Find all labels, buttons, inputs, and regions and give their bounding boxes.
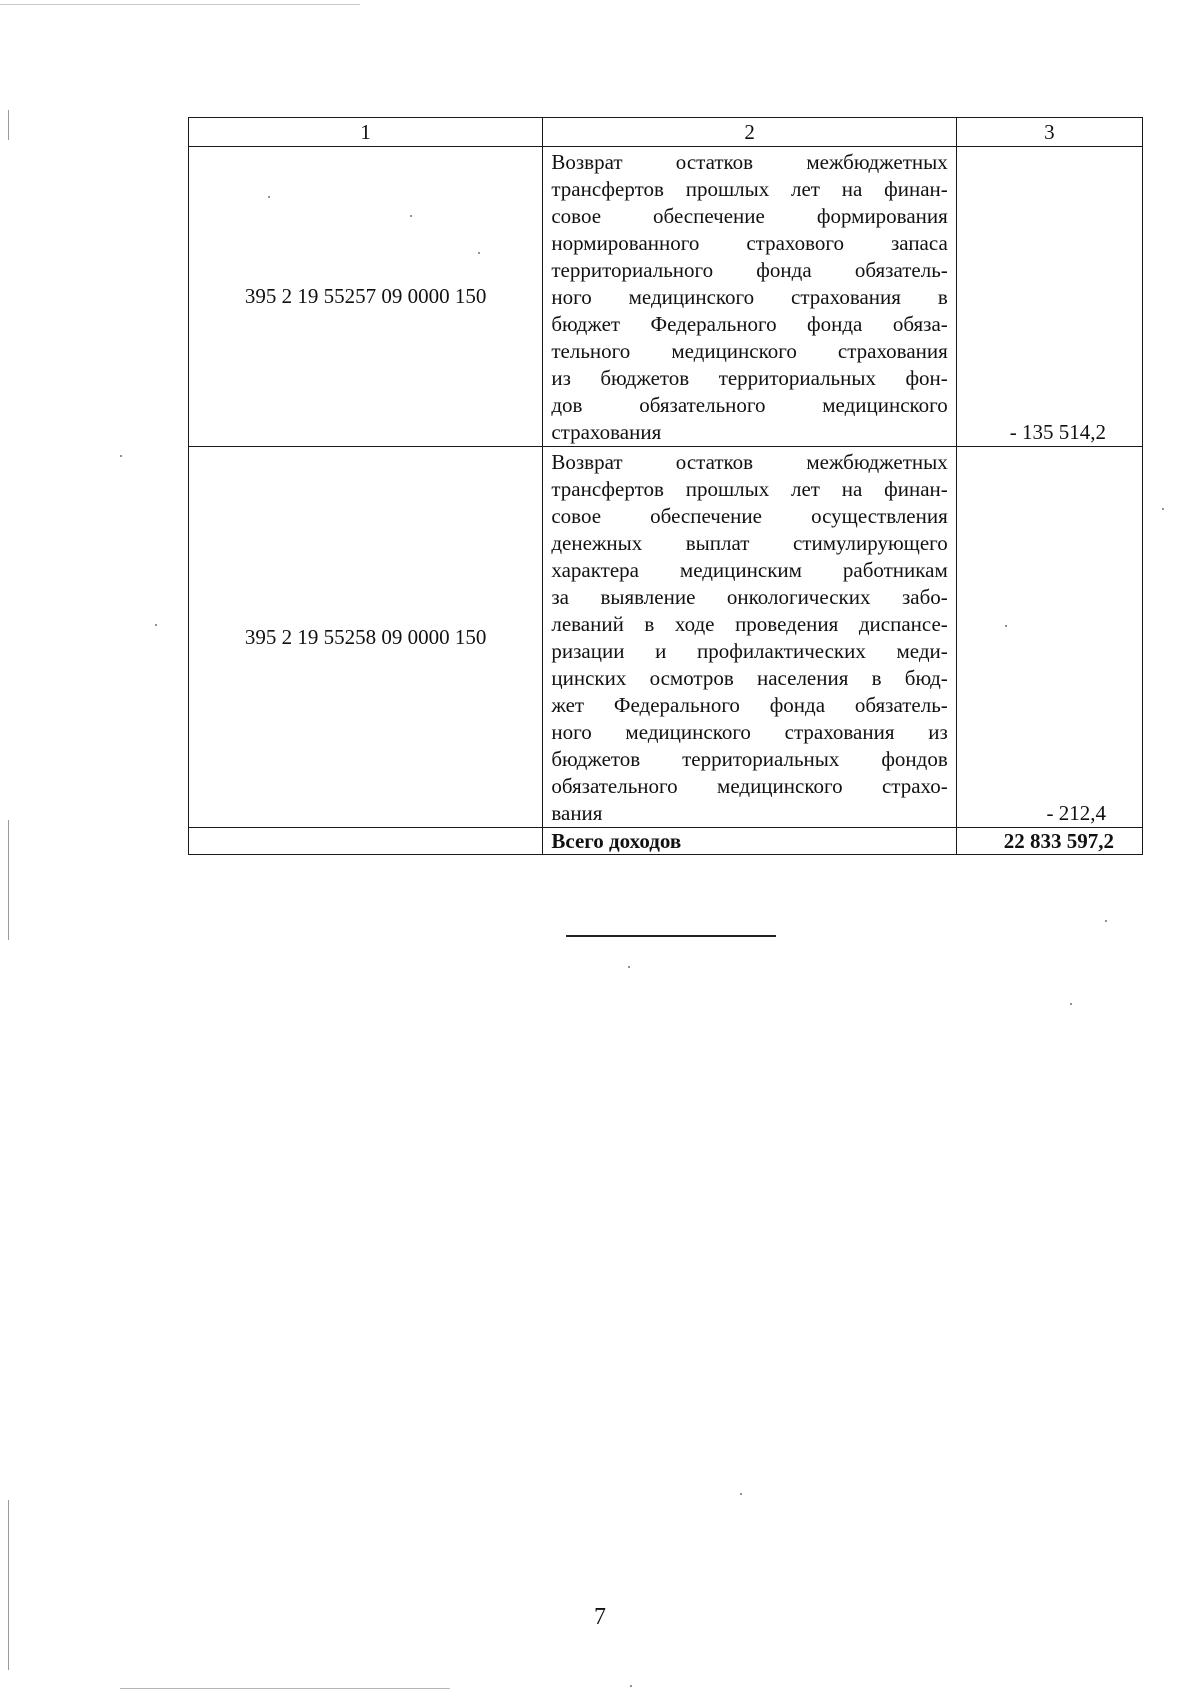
description-lines — [551, 449, 947, 827]
description-line: трансфертов прошлых лет на финан- — [551, 477, 948, 501]
scan-speck — [628, 966, 630, 968]
description-line: трансфертов прошлых лет на финан- — [551, 177, 948, 201]
description-line: за выявление онкологических забо- — [551, 585, 948, 609]
description-line: цинских осмотров населения в бюд- — [551, 666, 948, 690]
description-line: Возврат остатков межбюджетных — [551, 150, 948, 174]
description-line: ного медицинского страхования из — [551, 720, 948, 744]
description-line: из бюджетов территориальных фон- — [551, 366, 948, 390]
total-empty-cell — [189, 828, 543, 855]
scan-edge-left-top — [8, 110, 9, 140]
row-description — [543, 447, 956, 828]
table-total-row — [189, 828, 1143, 855]
row-amount: - 212,4 — [956, 447, 1142, 828]
description-line: леваний в ходе проведения диспансе- — [551, 612, 948, 636]
description-line: тельного медицинского страхования — [551, 339, 948, 363]
scan-speck — [268, 196, 270, 198]
column-number-2: 2 — [543, 118, 956, 147]
budget-revenue-table — [188, 117, 1143, 855]
description-line: совое обеспечение формирования — [551, 204, 948, 228]
scan-speck — [120, 455, 122, 457]
description-line: страхования — [551, 420, 662, 444]
scan-speck — [155, 624, 157, 626]
description-line: характера медицинским работникам — [551, 558, 948, 582]
end-of-table-rule — [566, 935, 776, 937]
row-amount: - 135 514,2 — [956, 147, 1142, 447]
scan-speck — [1105, 920, 1107, 922]
scan-speck — [630, 1685, 632, 1687]
budget-code: 395 2 19 55258 09 0000 150 — [189, 447, 543, 828]
scan-speck — [740, 1493, 742, 1495]
scan-speck — [1005, 625, 1007, 627]
table-row — [189, 447, 1143, 828]
description-line: вания — [551, 801, 603, 825]
total-amount: 22 833 597,2 — [956, 828, 1142, 855]
description-line: жет Федерального фонда обязатель- — [551, 693, 948, 717]
total-label: Всего доходов — [543, 828, 956, 855]
row-description — [543, 147, 956, 447]
page-number: 7 — [594, 1604, 606, 1630]
description-line: ного медицинского страхования в — [551, 285, 948, 309]
budget-code: 395 2 19 55257 09 0000 150 — [189, 147, 543, 447]
column-number-1: 1 — [189, 118, 543, 147]
table-row — [189, 147, 1143, 447]
description-line: бюджетов территориальных фондов — [551, 747, 948, 771]
description-line: совое обеспечение осуществления — [551, 504, 948, 528]
scan-edge-left-bottom — [8, 1500, 9, 1670]
scan-speck — [1162, 508, 1164, 510]
scan-speck — [410, 215, 412, 217]
description-lines — [551, 149, 947, 446]
description-line: территориального фонда обязатель- — [551, 258, 948, 282]
table-header-row — [189, 118, 1143, 147]
description-line: Возврат остатков межбюджетных — [551, 450, 948, 474]
scan-edge-bottom — [120, 1688, 450, 1689]
description-line: бюджет Федерального фонда обяза- — [551, 312, 948, 336]
column-number-3: 3 — [956, 118, 1142, 147]
scan-speck — [478, 252, 480, 254]
scan-speck — [1070, 1003, 1072, 1005]
description-line: дов обязательного медицинского — [551, 393, 948, 417]
description-line: денежных выплат стимулирующего — [551, 531, 948, 555]
description-line: нормированного страхового запаса — [551, 231, 948, 255]
scan-edge-left-middle — [8, 820, 9, 940]
scan-edge-top — [0, 4, 360, 5]
description-line: обязательного медицинского страхо- — [551, 774, 948, 798]
description-line: ризации и профилактических меди- — [551, 639, 948, 663]
